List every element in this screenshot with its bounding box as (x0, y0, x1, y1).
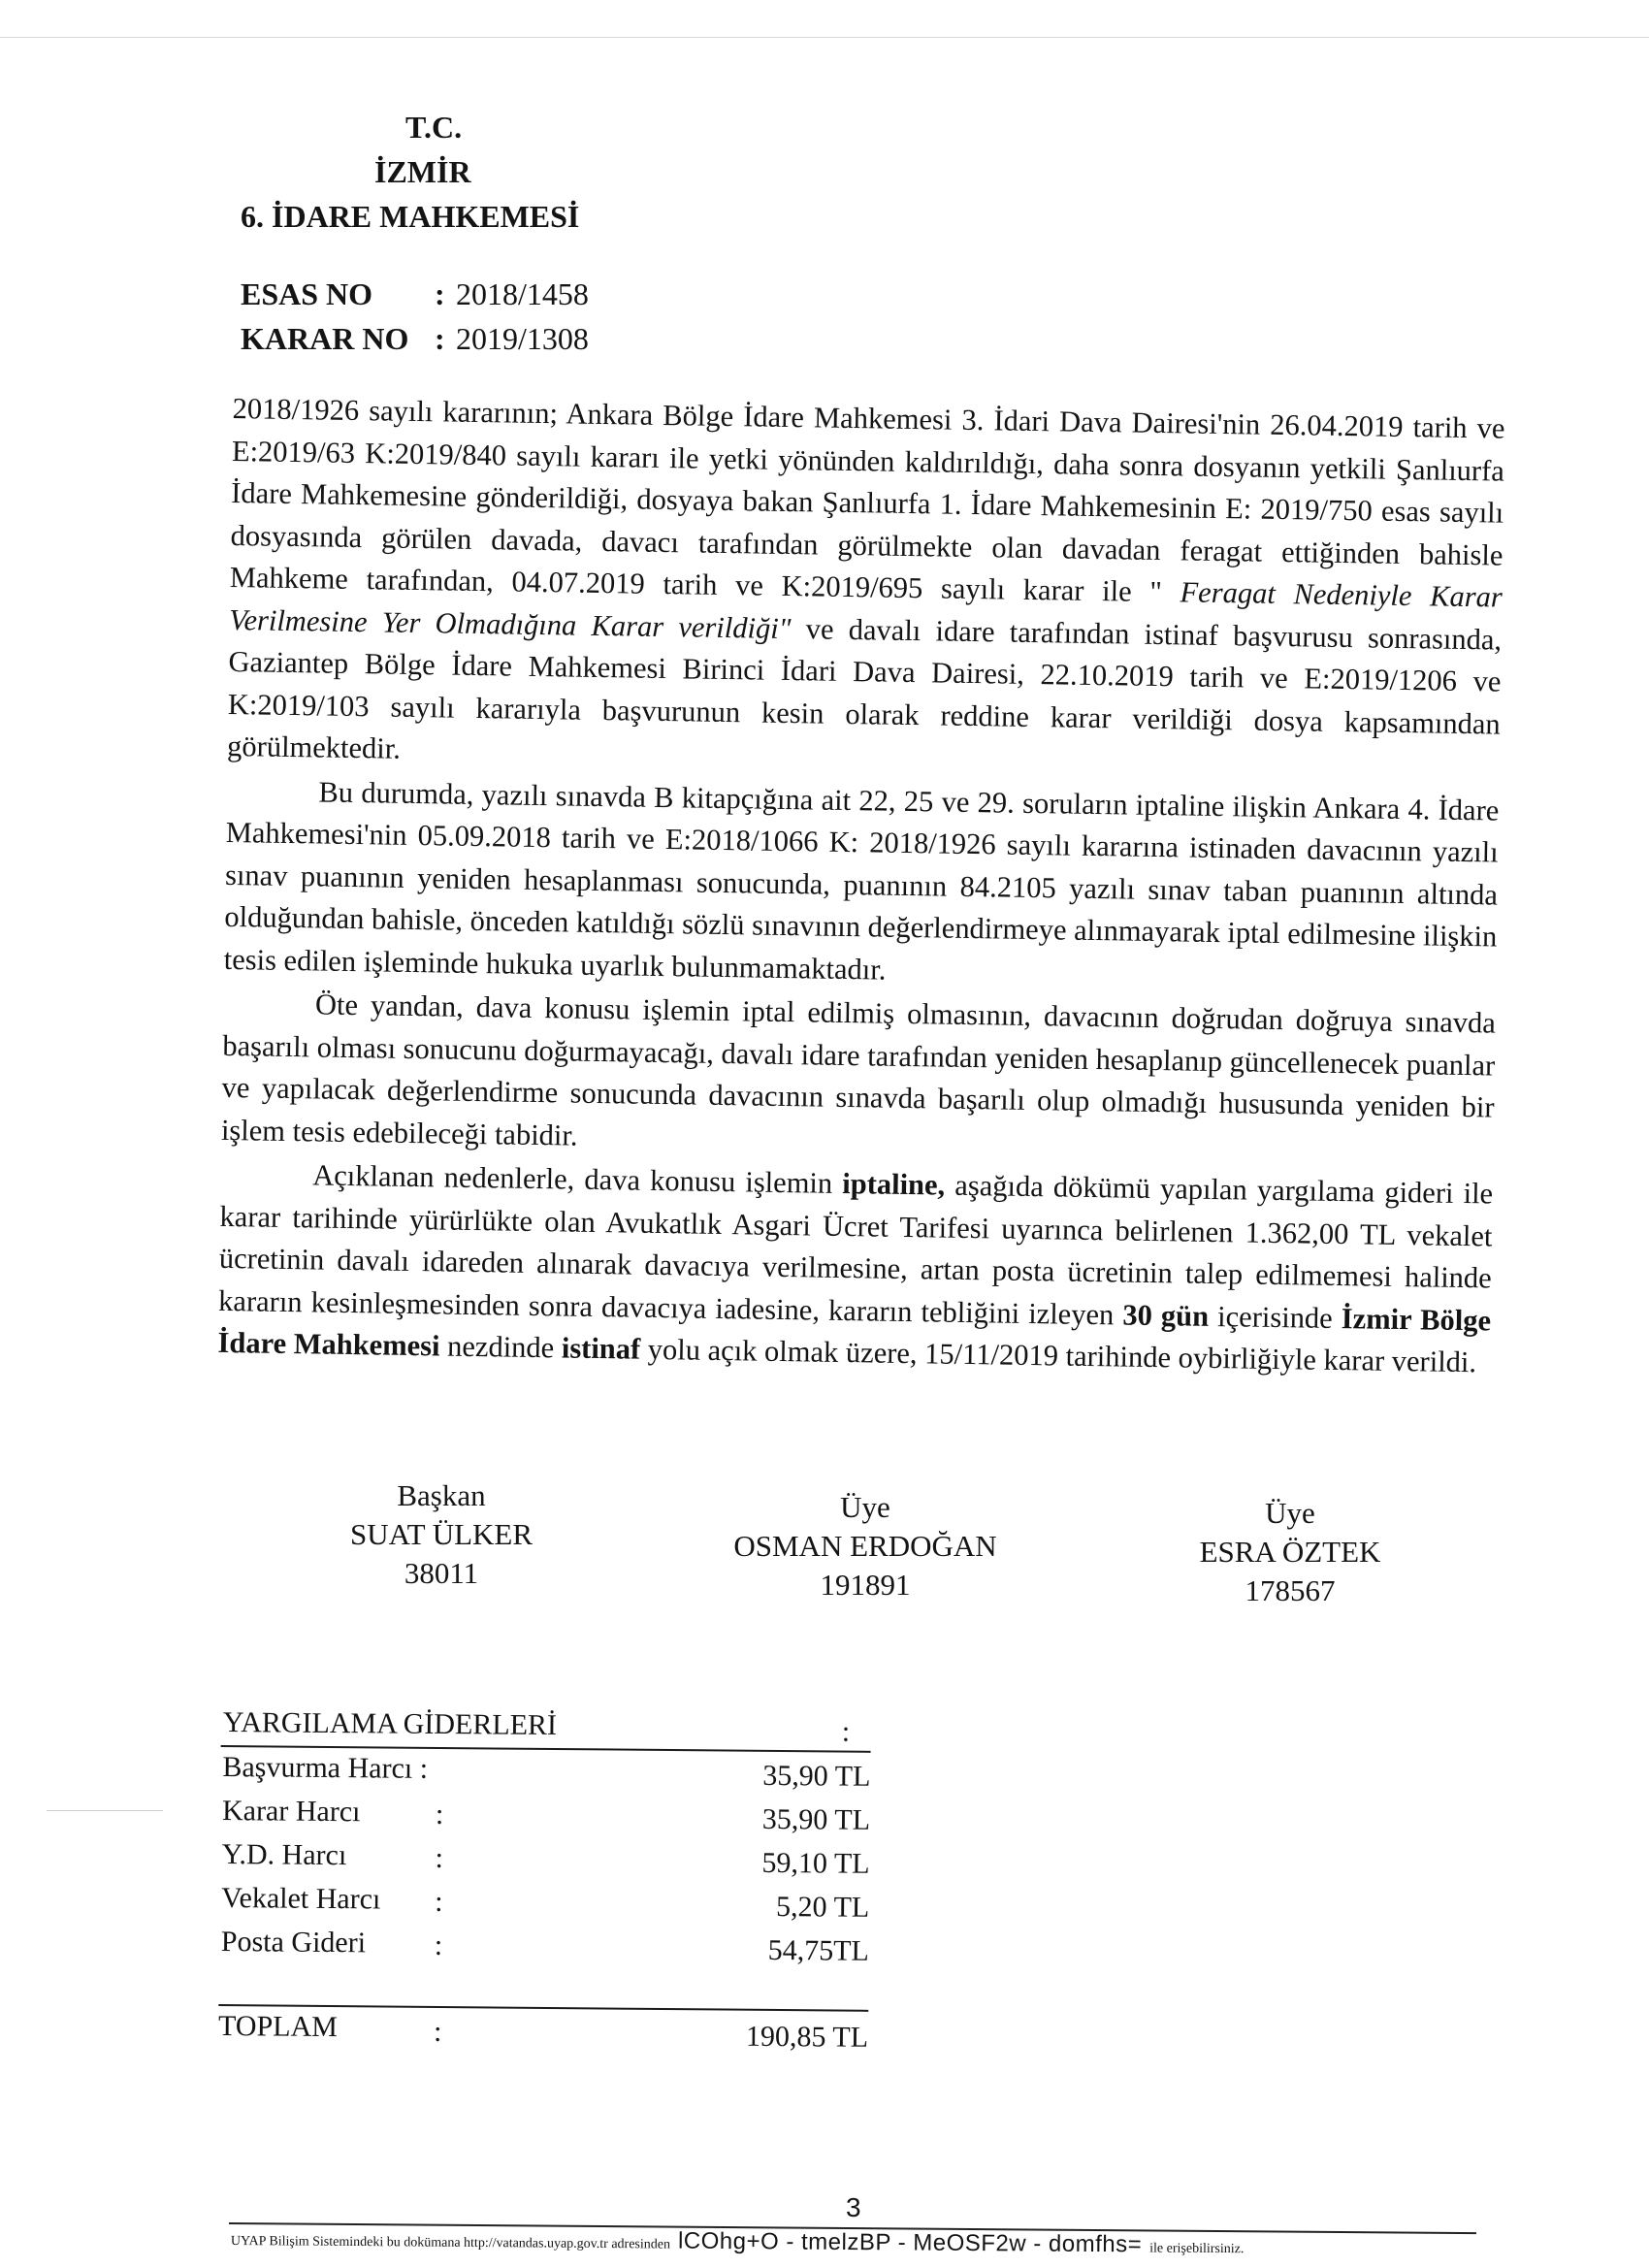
cost-colon: : (434, 1928, 443, 1962)
paragraph-2: Bu durumda, yazılı sınavda B kitapçığına ait 22, 25 ve 29. soruların iptaline ilişkin Ankara 4. İdare Mahkemesi'nin 05.09.2018 tarih ve E:2018/1066 K: 2018/1926 sayılı kararına istinaden davacının yazılı sınav puanının yeniden hesaplanması sonucunda, puanının 84.2105 yazılı sınav taban puanının altında olduğundan bahisle, önceden katıldığı sözlü sınavının değerlendirmeye alınmayarak iptal edilmesine ilişkin tesis edilen işleminde hukuka uyarlık bulunmamaktadır. (223, 774, 1500, 987)
scan-mark (47, 1810, 163, 1811)
esas-no-separator: : (435, 276, 445, 311)
cost-total-row (218, 2007, 878, 2057)
cost-row (220, 1791, 880, 1840)
cost-label: Posta Gideri (220, 1926, 367, 1960)
page-edge-line (0, 37, 1649, 38)
paragraph-4-bold-court: İzmir Bölge İdare Mahkemesi (217, 1301, 1492, 1363)
signature-number: 191891 (820, 1568, 911, 1602)
total-amount: 190,85 TL (745, 2020, 869, 2054)
page-number: 3 (846, 2192, 861, 2222)
signature-role: Üye (840, 1490, 890, 1524)
decision-body (217, 388, 1505, 1384)
paragraph-1-end: ve davalı idare tarafından istinaf başvurusu sonrasında, Gaziantep Bölge İdare Mahkemesi Birinci İdari Dava Dairesi, 22.10.2019 tarih ve E:2019/1206 ve K:2019/103 sayılı kararıyla başvurunun kesin olarak reddine karar verildiği dosya kapsamından görülmektedir. (226, 611, 1503, 765)
signature-role: Üye (1265, 1496, 1315, 1530)
cost-row (219, 1878, 879, 1928)
signature-member-1 (681, 1488, 1050, 1604)
court-header (241, 105, 579, 239)
total-label: TOPLAM (217, 2009, 339, 2043)
paragraph-4-text-e: içerisinde (1208, 1299, 1342, 1335)
costs-title-colon: : (841, 1715, 851, 1748)
karar-no-label: KARAR NO (241, 321, 409, 356)
cost-amount: 35,90 TL (762, 1759, 871, 1793)
costs-title-row (221, 1704, 881, 1751)
signature-role: Başkan (397, 1478, 486, 1512)
paragraph-4-text-i: yolu açık olmak üzere, 15/11/2019 tarihinde oybirliğiyle karar verildi. (639, 1332, 1477, 1379)
cost-row (219, 1922, 879, 1971)
costs-spacer (218, 1965, 878, 2010)
signature-name: OSMAN ERDOĞAN (733, 1529, 997, 1563)
cost-label: Karar Harcı (221, 1795, 361, 1829)
paragraph-4 (217, 1153, 1493, 1384)
signature-president (257, 1476, 626, 1593)
header-court: 6. İDARE MAHKEMESİ (241, 199, 580, 234)
paragraph-4-text-c: aşağıda dökümü yapılan yargılama gideri ile karar tarihinde yürürlükte olan Avukatlık Asgari Ücret Tarifesi uyarınca belirlenen 1.362,00 TL vekalet ücretinin davalı idareden alınarak davacıya verilmesine, artan posta ücretinin talep edilmemesi halinde kararın kesinleşmesinden sonra davacıya iadesine, kararın tebliğini izleyen (217, 1168, 1494, 1332)
cost-colon: : (435, 1798, 444, 1831)
case-numbers (241, 272, 589, 361)
signature-number: 178567 (1245, 1573, 1336, 1607)
footer-suffix: ile erişebilirsiniz. (1149, 2241, 1245, 2257)
cost-label: Y.D. Harcı (221, 1838, 347, 1872)
signature-name: ESRA ÖZTEK (1199, 1535, 1381, 1569)
paragraph-3: Öte yandan, dava konusu işlemin iptal edilmiş olmasının, davacının doğrudan doğruya sınavda başarılı olması sonucunu doğurmayacağı, davalı idare tarafından yeniden hesaplanıp güncellenecek puanlar ve yapılacak değerlendirme sonucunda davacının sınavda başarılı olup olmadığı hususunda yeniden bir işlem tesis edebileceği tabidir. (220, 988, 1497, 1152)
cost-amount: 35,90 TL (761, 1802, 871, 1836)
paragraph-4-bold-days: 30 gün (1122, 1298, 1210, 1333)
paragraph-4-text-a: Açıklanan nedenlerle, dava konusu işlemin (311, 1158, 843, 1200)
footer-access-code: lCOhg+O - tmelzBP - MeOSF2w - domfhs= (677, 2227, 1143, 2258)
cost-label: Vekalet Harcı (221, 1882, 381, 1916)
signature-member-2 (1106, 1494, 1474, 1610)
signature-name: SUAT ÜLKER (349, 1517, 534, 1551)
paragraph-1-text: 2018/1926 sayılı kararının; Ankara Bölge İdare Mahkemesi 3. İdari Dava Dairesi'nin 26.04.2019 tarih ve E:2019/63 K:2019/840 sayılı kararı ile yetki yönünden kaldırıldığı, daha sonra dosyanın yetkili Şanlıurfa İdare Mahkemesine gönderildiği, dosyaya bakan Şanlıurfa 1. İdare Mahkemesinin E: 2019/750 esas sayılı dosyasında görülen davada, davacı tarafından görülmekte olan davadan feragat ettiğinden bahisle Mahkeme tarafından, 04.07.2019 tarih ve K:2019/695 sayılı karar ile " (229, 391, 1505, 609)
cost-amount: 5,20 TL (775, 1891, 870, 1924)
cost-colon: : (435, 1885, 443, 1919)
costs-table (218, 1704, 881, 2057)
header-city: İZMİR (374, 154, 471, 189)
karar-no-separator: : (435, 321, 445, 356)
total-colon: : (433, 2015, 442, 2048)
karar-no-row (241, 316, 589, 361)
paragraph-4-bold-istinaf: istinaf (561, 1331, 641, 1366)
cost-row (219, 1834, 879, 1884)
cost-label: Başvurma Harcı : (222, 1751, 429, 1785)
signature-number: 38011 (404, 1556, 479, 1590)
header-tc: T.C. (405, 110, 463, 145)
costs-title: YARGILAMA GİDERLERİ (222, 1706, 558, 1742)
esas-no-row (241, 272, 589, 316)
paragraph-4-bold-iptal: iptaline, (842, 1166, 946, 1202)
karar-no-value: 2019/1308 (456, 321, 589, 356)
cost-row (220, 1747, 880, 1797)
paragraph-1-italic: Feragat Nedeniyle Karar Verilmesine Yer Olmadığına Karar verildiği" (228, 575, 1504, 645)
cost-amount: 59,10 TL (761, 1846, 870, 1880)
paragraph-1 (227, 388, 1505, 788)
paragraph-4-text-g: nezdinde (439, 1329, 563, 1365)
footer-prefix: UYAP Bilişim Sistemindeki bu dokümana http://vatandas.uyap.gov.tr adresinden (230, 2233, 671, 2252)
cost-colon: : (435, 1841, 444, 1875)
cost-amount: 54,75TL (767, 1933, 869, 1967)
esas-no-value: 2018/1458 (456, 276, 589, 311)
esas-no-label: ESAS NO (241, 276, 373, 311)
